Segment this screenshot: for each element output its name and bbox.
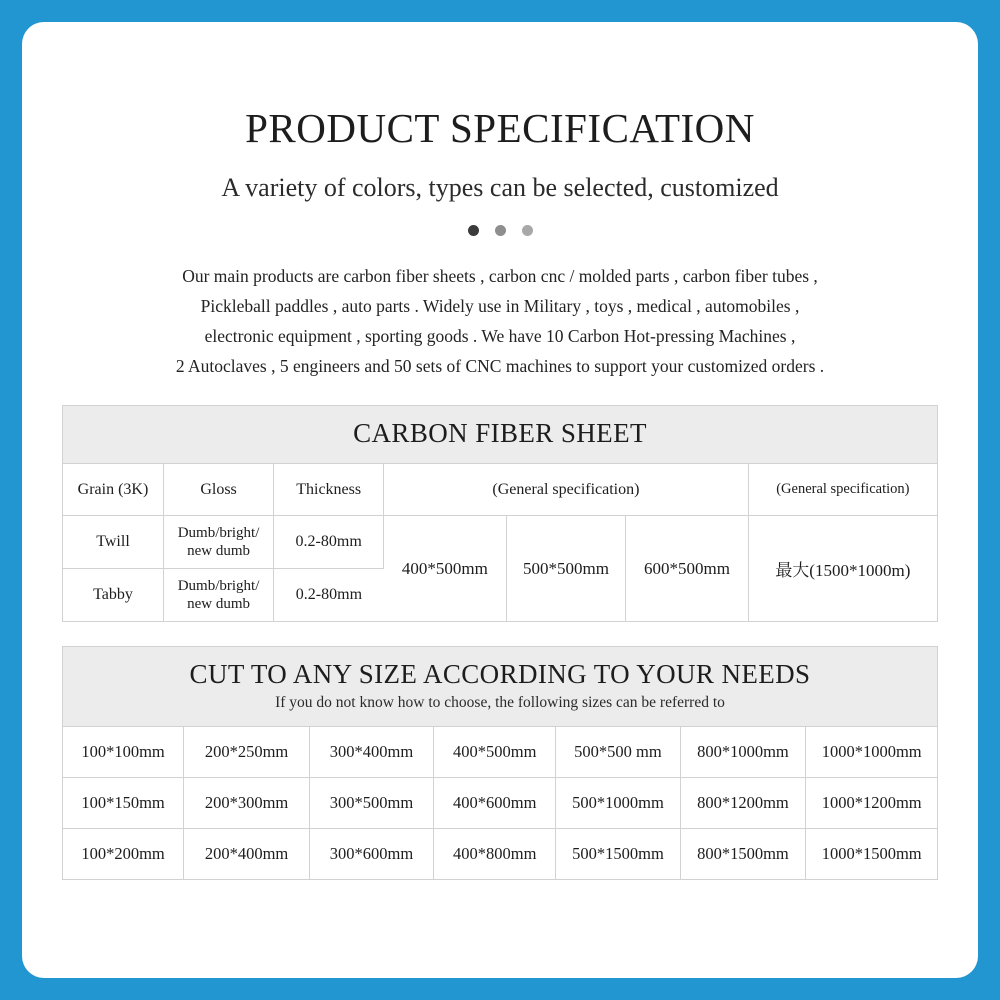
cut-band-subtitle: If you do not know how to choose, the following sizes can be referred to [275,694,725,712]
dot-separator [62,221,938,239]
cut-cell: 200*300mm [184,778,310,829]
page-subtitle: A variety of colors, types can be selected, customized [221,173,779,203]
cut-cell: 1000*1200mm [806,778,937,829]
sheet-spec-table [63,464,937,622]
table-row [63,829,937,880]
header-thickness: Thickness [274,464,384,516]
cell-size-2: 500*500mm [506,516,626,622]
cell-grain-tabby: Tabby [63,569,164,622]
dot-icon [495,225,506,236]
table-row [63,516,937,569]
intro-line: Our main products are carbon fiber sheets , carbon cnc / molded parts , carbon fiber tubes , [182,266,818,287]
header-grain: Grain (3K) [63,464,164,516]
cut-size-block [62,646,938,880]
cell-thickness-tabby: 0.2-80mm [274,569,384,622]
cut-cell: 300*600mm [309,829,433,880]
cut-cell: 400*800mm [434,829,556,880]
cut-cell: 1000*1500mm [806,829,937,880]
cut-cell: 1000*1000mm [806,727,937,778]
intro-line: Pickleball paddles , auto parts . Widely use in Military , toys , medical , automobiles , [200,296,800,317]
cut-cell: 100*100mm [63,727,184,778]
cut-band-title: CUT TO ANY SIZE ACCORDING TO YOUR NEEDS [189,659,811,690]
table-row [63,778,937,829]
sheet-band-title: CARBON FIBER SHEET [353,418,647,449]
header-gloss: Gloss [164,464,274,516]
cell-size-1: 400*500mm [384,516,506,622]
header-general-specification: (General specification) [384,464,748,516]
cut-cell: 200*250mm [184,727,310,778]
cell-gloss-tabby: Dumb/bright/ new dumb [164,569,274,622]
cut-band [63,647,937,727]
cut-cell: 500*1500mm [556,829,680,880]
cut-cell: 300*500mm [309,778,433,829]
cut-cell: 100*150mm [63,778,184,829]
cut-cell: 800*1500mm [680,829,806,880]
document-card [22,22,978,978]
cell-size-3: 600*500mm [626,516,748,622]
cut-cell: 500*1000mm [556,778,680,829]
cut-size-table [63,727,937,880]
cut-cell: 800*1000mm [680,727,806,778]
document-content [62,104,938,880]
cut-cell: 400*500mm [434,727,556,778]
dot-icon [468,225,479,236]
cell-gloss-twill: Dumb/bright/ new dumb [164,516,274,569]
carbon-fiber-sheet-block [62,405,938,622]
intro-line: electronic equipment , sporting goods . We have 10 Carbon Hot-pressing Machines , [204,326,796,347]
sheet-band [63,406,937,464]
cut-cell: 500*500 mm [556,727,680,778]
page-title: PRODUCT SPECIFICATION [245,105,755,151]
cut-cell: 200*400mm [184,829,310,880]
cell-max-size: 最大(1500*1000m) [748,516,937,622]
cut-cell: 400*600mm [434,778,556,829]
cell-grain-twill: Twill [63,516,164,569]
dot-icon [522,225,533,236]
header-general-specification-2: (General specification) [748,464,937,516]
cell-thickness-twill: 0.2-80mm [274,516,384,569]
table-row [63,727,937,778]
cut-cell: 300*400mm [309,727,433,778]
intro-line: 2 Autoclaves , 5 engineers and 50 sets of CNC machines to support your customized orders . [175,356,825,377]
cut-cell: 100*200mm [63,829,184,880]
table-row [63,464,937,516]
intro-paragraph [62,261,938,381]
cut-cell: 800*1200mm [680,778,806,829]
